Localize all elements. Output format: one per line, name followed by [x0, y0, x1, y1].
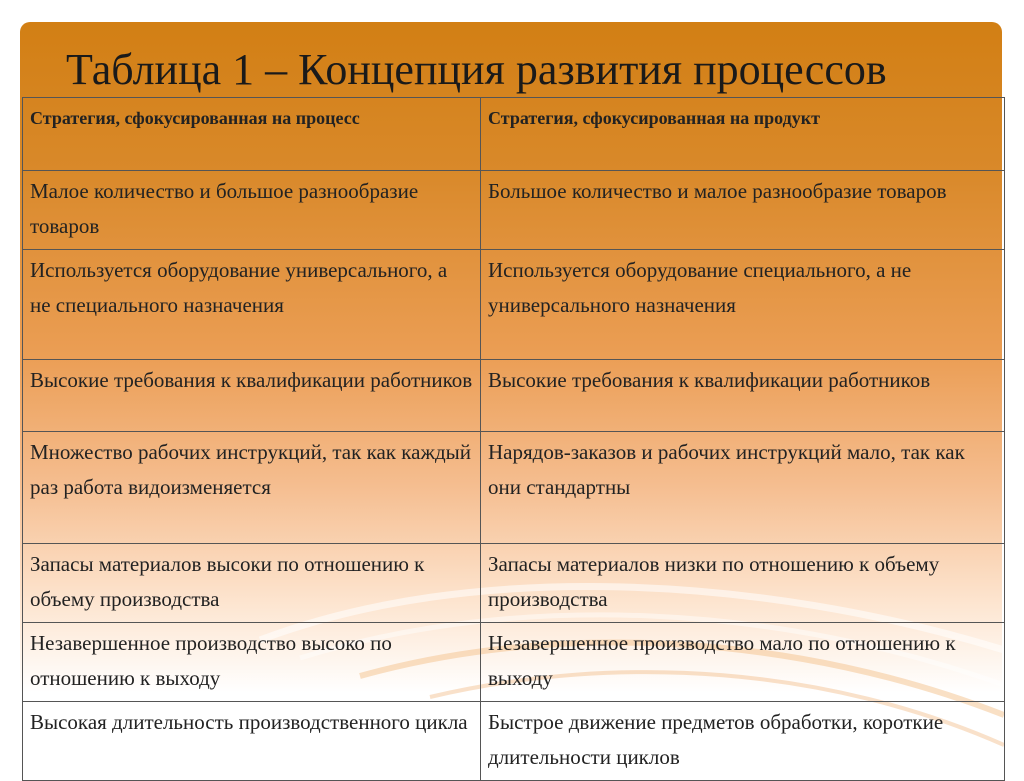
table-cell: Запасы материалов низки по отношению к объему производства — [481, 544, 1005, 623]
table-cell: Множество рабочих инструкций, так как каждый раз работа видоизменяется — [23, 432, 481, 544]
table-row — [23, 432, 1005, 544]
header-product-strategy: Стратегия, сфокусированная на продукт — [481, 98, 1005, 171]
table-cell: Используется оборудование универсального, а не специального назначения — [23, 250, 481, 360]
table-cell: Незавершенное производство высоко по отношению к выходу — [23, 623, 481, 702]
table-row — [23, 702, 1005, 781]
table-row — [23, 360, 1005, 432]
table-cell: Быстрое движение предметов обработки, короткие длительности циклов — [481, 702, 1005, 781]
slide-title: Таблица 1 – Концепция развития процессов — [66, 45, 887, 94]
table-cell: Незавершенное производство мало по отношению к выходу — [481, 623, 1005, 702]
table-cell: Малое количество и большое разнообразие товаров — [23, 171, 481, 250]
concept-table — [22, 97, 1005, 781]
table-row — [23, 250, 1005, 360]
table-cell: Высокие требования к квалификации работников — [23, 360, 481, 432]
table-cell: Используется оборудование специального, а не универсального назначения — [481, 250, 1005, 360]
table-cell: Запасы материалов высоки по отношению к объему производства — [23, 544, 481, 623]
header-process-strategy: Стратегия, сфокусированная на процесс — [23, 98, 481, 171]
table-row — [23, 171, 1005, 250]
table-row — [23, 544, 1005, 623]
table-cell: Высокая длительность производственного цикла — [23, 702, 481, 781]
table-row — [23, 623, 1005, 702]
table-header-row — [23, 98, 1005, 171]
table-cell: Высокие требования к квалификации работников — [481, 360, 1005, 432]
table-cell: Нарядов-заказов и рабочих инструкций мало, так как они стандартны — [481, 432, 1005, 544]
table-cell: Большое количество и малое разнообразие товаров — [481, 171, 1005, 250]
